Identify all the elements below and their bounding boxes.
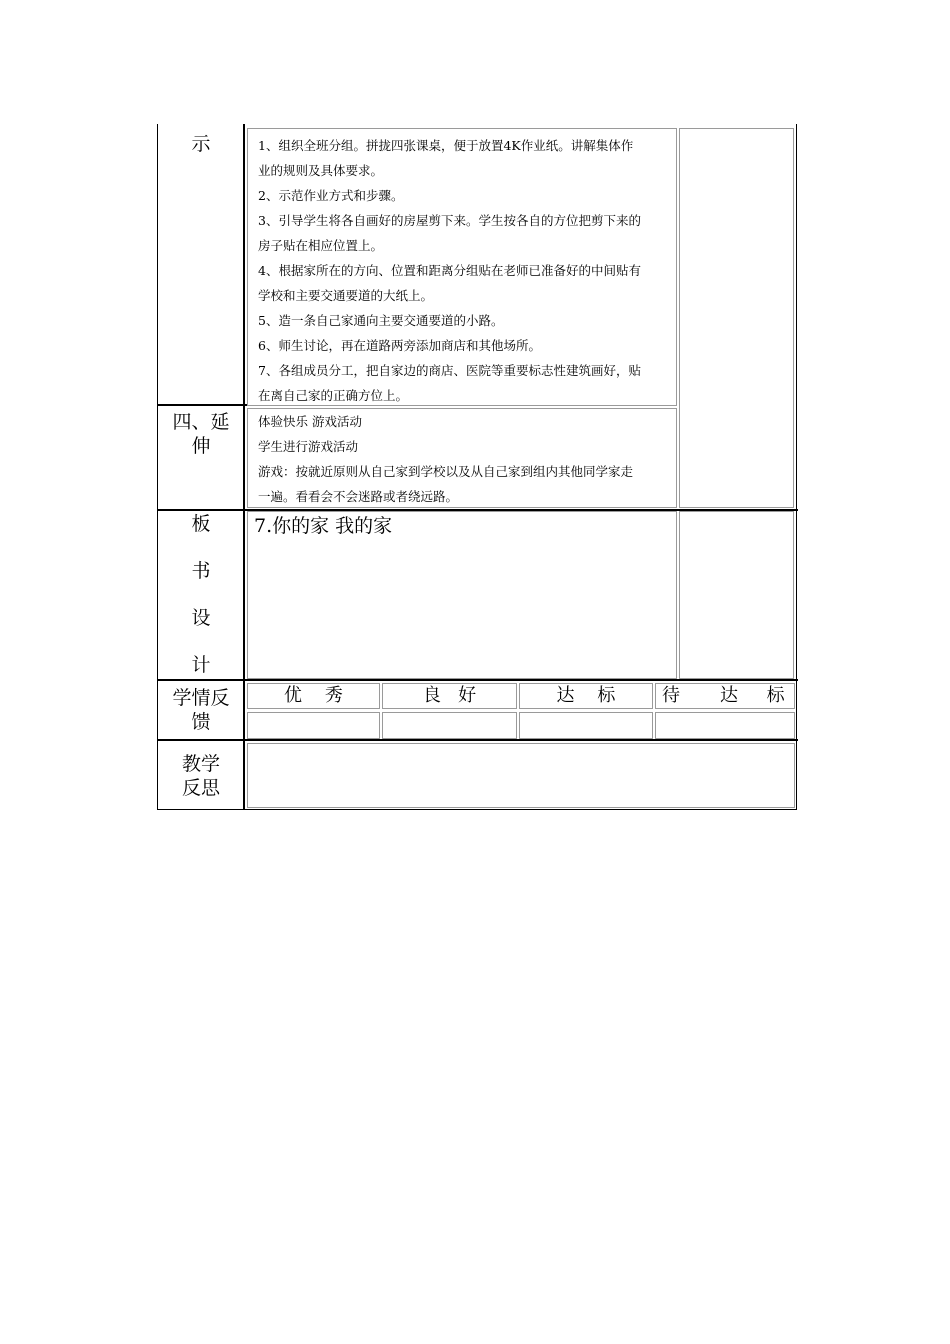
feedback-header-cell [247, 683, 380, 709]
board-notes-cell [679, 511, 794, 679]
feedback-header-good: 良 好 [422, 685, 477, 706]
row-label-char: 书 [191, 560, 211, 582]
feedback-header-cell [519, 683, 653, 709]
step-line: 2、示范作业方式和步骤。 [258, 188, 404, 203]
feedback-value-cell [247, 712, 380, 739]
demo-steps [258, 133, 670, 408]
row-label-text: 馈 [191, 711, 211, 733]
step-line: 6、师生讨论，再在道路两旁添加商店和其他场所。 [258, 338, 541, 353]
row-label-text: 四、延 [172, 411, 230, 433]
extend-lines [258, 409, 670, 509]
step-line: 学校和主要交通要道的大纸上。 [258, 288, 434, 303]
reflection-content-cell [247, 743, 795, 808]
step-line: 1、组织全班分组。拼拢四张课桌，便于放置4K作业纸。讲解集体作 [258, 138, 634, 153]
step-line: 3、引导学生将各自画好的房屋剪下来。学生按各自的方位把剪下来的 [258, 213, 641, 228]
step-line: 业的规则及具体要求。 [258, 163, 384, 178]
extend-line: 体验快乐 游戏活动 [258, 414, 362, 429]
board-content-cell [247, 511, 677, 679]
board-title: 7.你的家 我的家 [254, 515, 393, 537]
extend-line: 一遍。看看会不会迷路或者绕远路。 [258, 489, 459, 504]
step-line: 4、根据家所在的方向、位置和距离分组贴在老师已准备好的中间贴有 [258, 263, 641, 278]
row-label-feedback [158, 686, 244, 734]
row-label-reflection [158, 752, 244, 800]
row-label-text: 学情反 [172, 687, 230, 709]
row-separator [158, 739, 798, 741]
row-separator [158, 404, 247, 406]
row-separator [158, 679, 798, 681]
demo-notes-cell [679, 128, 794, 508]
extend-line: 学生进行游戏活动 [258, 439, 359, 454]
extend-content-cell [247, 408, 677, 508]
row-label-board [158, 512, 244, 677]
extend-line: 游戏：按就近原则从自己家到学校以及从自己家到组内其他同学家走 [258, 464, 634, 479]
row-label-char: 设 [191, 607, 211, 629]
step-line: 房子贴在相应位置上。 [258, 238, 384, 253]
feedback-header-cell [655, 683, 795, 709]
row-label-text: 反思 [181, 777, 220, 799]
feedback-header-excellent: 优 秀 [284, 685, 343, 706]
row-label-text: 伸 [191, 435, 211, 457]
step-line: 在离自己家的正确方位上。 [258, 388, 409, 403]
feedback-value-cell [519, 712, 653, 739]
feedback-header-pass: 达 标 [556, 685, 616, 706]
lesson-plan-table [157, 124, 797, 810]
feedback-header-to-pass: 待 达 标 [662, 685, 785, 706]
row-label-char: 计 [191, 654, 211, 676]
feedback-value-cell [382, 712, 517, 739]
row-label-demo [158, 132, 244, 156]
feedback-value-cell [655, 712, 795, 739]
step-line: 7、各组成员分工，把自家边的商店、医院等重要标志性建筑画好，贴 [258, 363, 641, 378]
step-line: 5、造一条自己家通向主要交通要道的小路。 [258, 313, 504, 328]
feedback-header-cell [382, 683, 517, 709]
row-label-text: 教学 [181, 753, 220, 775]
row-label-char: 板 [191, 513, 211, 535]
row-label-extend [158, 410, 244, 458]
row-label-text: 示 [191, 133, 211, 155]
demo-content-cell [247, 128, 677, 406]
